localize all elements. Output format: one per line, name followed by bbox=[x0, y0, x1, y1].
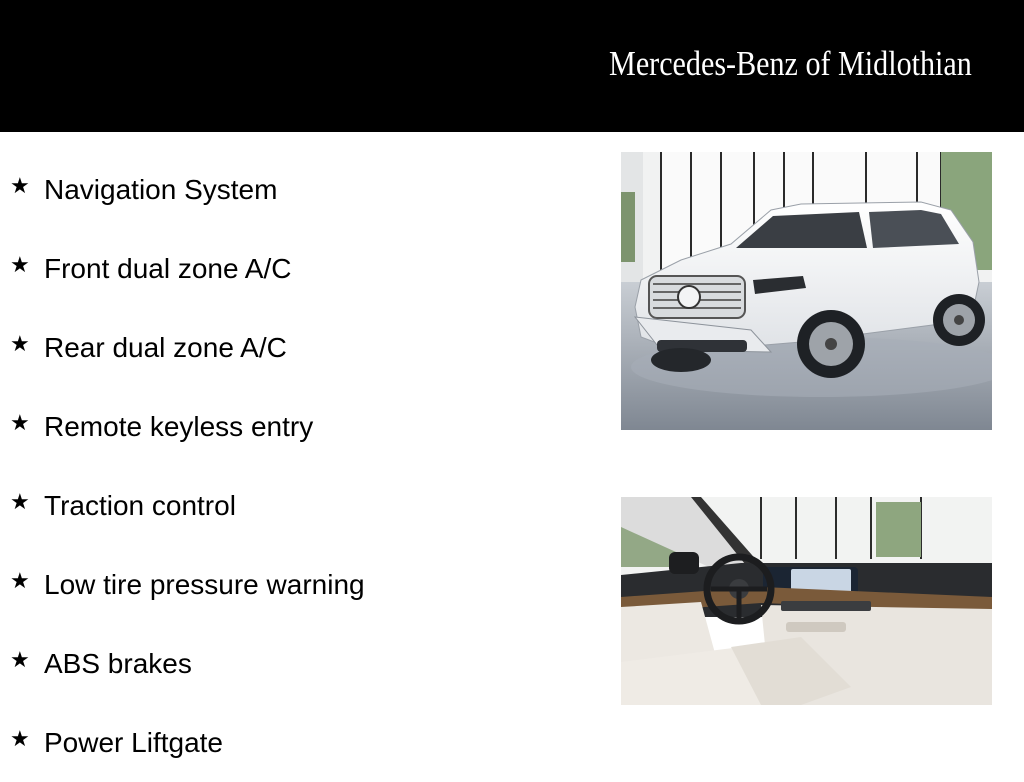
feature-item bbox=[10, 229, 365, 308]
feature-item bbox=[10, 466, 365, 545]
header-banner bbox=[0, 0, 1024, 132]
feature-item bbox=[10, 308, 365, 387]
star-icon: ★ bbox=[10, 488, 30, 514]
feature-label: Rear dual zone A/C bbox=[44, 331, 287, 363]
feature-label: Traction control bbox=[44, 489, 236, 521]
suv-interior-image bbox=[621, 497, 992, 705]
feature-item bbox=[10, 387, 365, 466]
vehicle-interior-photo bbox=[621, 497, 992, 705]
feature-list bbox=[10, 150, 365, 782]
dealer-name: Mercedes-Benz of Midlothian bbox=[609, 44, 972, 83]
feature-item bbox=[10, 703, 365, 782]
star-icon: ★ bbox=[10, 330, 30, 356]
feature-item bbox=[10, 150, 365, 229]
star-icon: ★ bbox=[10, 567, 30, 593]
feature-item bbox=[10, 545, 365, 624]
vehicle-exterior-photo bbox=[621, 152, 992, 430]
feature-label: Navigation System bbox=[44, 173, 278, 205]
star-icon: ★ bbox=[10, 646, 30, 672]
star-icon: ★ bbox=[10, 725, 30, 751]
star-icon: ★ bbox=[10, 172, 30, 198]
feature-label: ABS brakes bbox=[44, 647, 192, 679]
star-icon: ★ bbox=[10, 409, 30, 435]
feature-label: Front dual zone A/C bbox=[44, 252, 292, 284]
star-icon: ★ bbox=[10, 251, 30, 277]
feature-label: Low tire pressure warning bbox=[44, 568, 365, 600]
feature-label: Power Liftgate bbox=[44, 726, 223, 758]
feature-label: Remote keyless entry bbox=[44, 410, 314, 442]
suv-exterior-image bbox=[621, 152, 992, 430]
feature-item bbox=[10, 624, 365, 703]
